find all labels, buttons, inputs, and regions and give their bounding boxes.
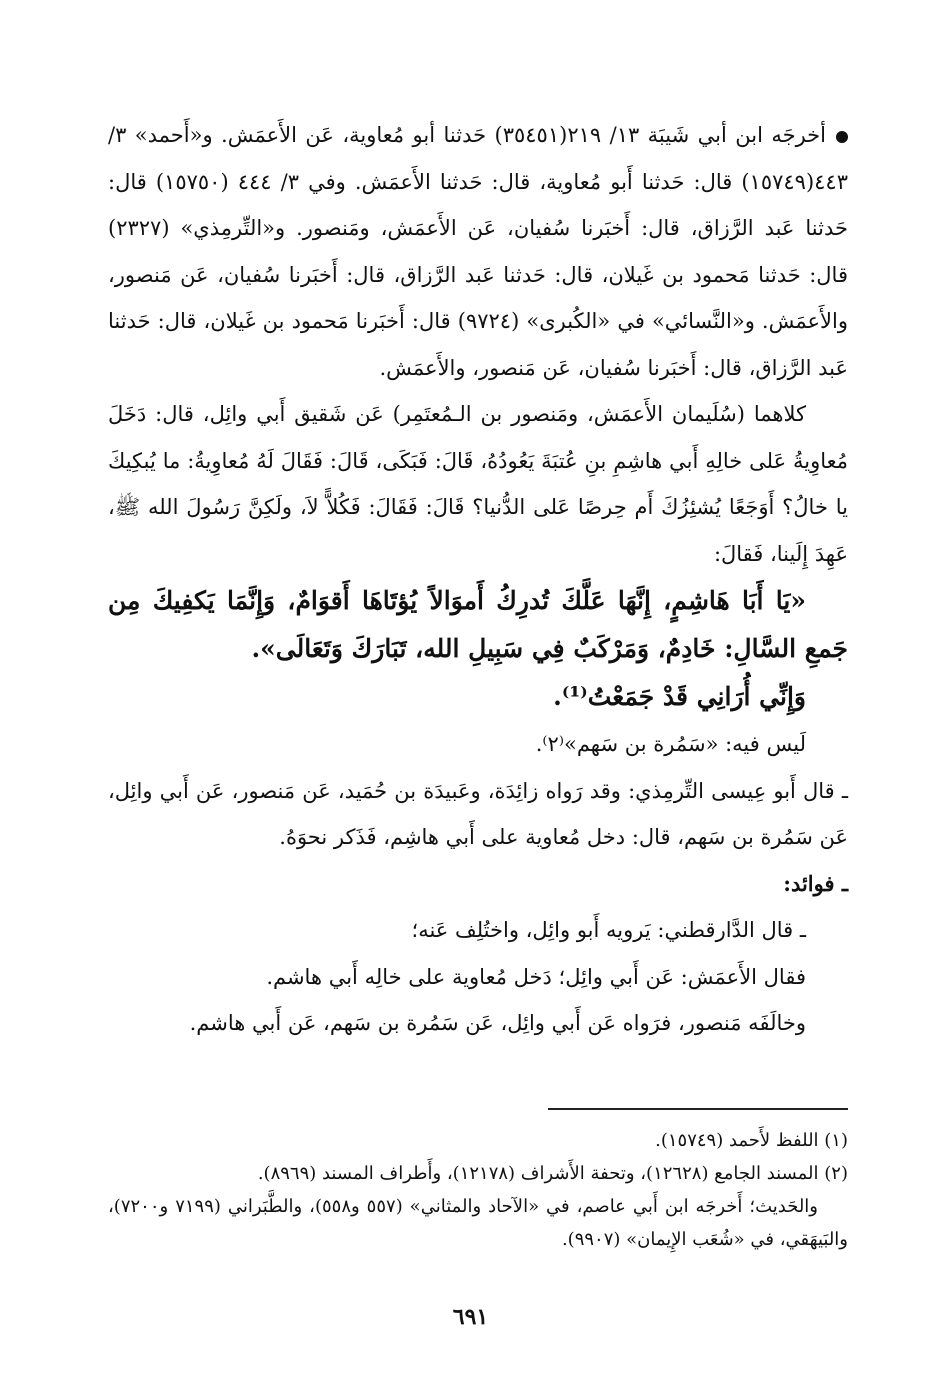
page-number: ٦٩١ [452, 1304, 489, 1330]
note-paragraph: لَيس فيه: «سَمُرة بن سَهم»⁽٢⁾. [535, 732, 806, 756]
footnotes [108, 1108, 848, 1256]
bullet-icon [836, 131, 848, 143]
footnote-divider [548, 1108, 848, 1110]
takhrij-text: أخرجَه ابن أبي شَيبَة ١٣/ ٢١٩(٣٥٤٥١) حَدثنا أبو مُعاوية، عَن الأَعمَش. و«أَحمد» ٣/ ٤٤٣(١٥٧٤٩) قال: حَدثنا أَبو مُعاوية، قال: حَدثنا الأَعمَش. وفي ٣/ ٤٤٤ (١٥٧٥٠) قال: حَدثنا عَبد الرَّزاق، قال: أَخبَرنا سُفيان، عَن الأَعمَش، ومَنصور. و«التِّرمِذي» (٢٣٢٧) قال: حَدثنا مَحمود بن غَيلان، قال: حَدثنا عَبد الرَّزاق، قال: أَخبَرنا سُفيان، عَن مَنصور، والأَعمَش. و«النَّسائي» في «الكُبرى» (٩٧٢٤) قال: أَخبَرنا مَحمود بن غَيلان، قال: حَدثنا عَبد الرَّزاق، قال: أَخبَرنا سُفيان، عَن مَنصور، والأَعمَش. [108, 123, 848, 380]
tirmidhi-paragraph: ـ قال أَبو عِيسى التِّرمِذي: وقد رَواه زائِدَة، وعَبيدَة بن حُمَيد، عَن مَنصور، عَن أَبي وائِل، عَن سَمُرة بن سَهم، قال: دخل مُعاوية على أَبي هاشِم، فَذَكر نحوَهُ. [108, 778, 848, 849]
benefits-heading: ـ فوائد: [783, 870, 848, 896]
main-text [108, 112, 848, 1047]
footnote-2: (٢) المسند الجامع (١٢٦٢٨)، وتحفة الأَشراف (١٢١٧٨)، وأَطراف المسند (٨٩٦٩). [257, 1163, 848, 1184]
benefit-line: وخالَفَه مَنصور، فرَواه عَن أَبي وائِل، عَن سَمُرة بن سَهم، عَن أَبي هاشم. [189, 1011, 806, 1035]
isnad-paragraph: كلاهما (سُلَيمان الأَعمَش، ومَنصور بن الـمُعتَمِر) عَن شَقيق أَبي وائِل، قال: دَخَلَ مُعاوِيةُ عَلى خالِهِ أَبي هاشِمِ بنِ عُتبَةَ يَعُودُهُ، قَالَ: فَبَكَى، قَالَ: فَقَالَ لَهُ مُعاوِيةُ: ما يُبكِيكَ يا خالُ؟ أَوَجَعًا يُشئِزُكَ أَم حِرصًا عَلى الدُّنيا؟ قَالَ: فَقَالَ: فَكُلاًّ لاَ، ولَكِنَّ رَسُولَ الله ﷺ، عَهِدَ إِلَينا، فَقالَ: [108, 402, 848, 566]
hadith-ending: وَإِنِّي أُرَانِي قَدْ جَمَعْتُ⁽¹⁾. [553, 682, 806, 711]
hadith-text: «يَا أَبَا هَاشِمٍ، إِنَّهَا عَلَّكَ تُدرِكُ أَموَالاً يُؤتَاهَا أَقوَامٌ، وَإِنَّمَا يَكفِيكَ مِن جَمعِ السَّالِ: خَادِمٌ، وَمَرْكَبٌ فِي سَبِيلِ الله، تَبَارَكَ وَتَعَالَى». [108, 586, 848, 663]
benefit-line: ـ قال الدَّارقطني: يَرويه أَبو وائِل، واختُلِف عَنه؛ [411, 918, 806, 942]
benefit-line: فقال الأَعمَش: عَن أَبي وائِل؛ دَخل مُعاوية على خالِه أَبي هاشم. [266, 964, 806, 989]
takhrij-paragraph [108, 112, 848, 391]
footnote-1: (١) اللفظ لأَحمد (١٥٧٤٩). [655, 1130, 848, 1151]
footnote-2-continuation: والحَديث؛ أَخرجَه ابن أَبي عاصم، في «الآحاد والمثاني» (٥٥٧ و٥٥٨)، والطَّبَراني (٧١٩٩ و٧٢٠٠)، والبَيهَقي، في «شُعَب الإِيمان» (٩٩٠٧). [108, 1196, 848, 1250]
